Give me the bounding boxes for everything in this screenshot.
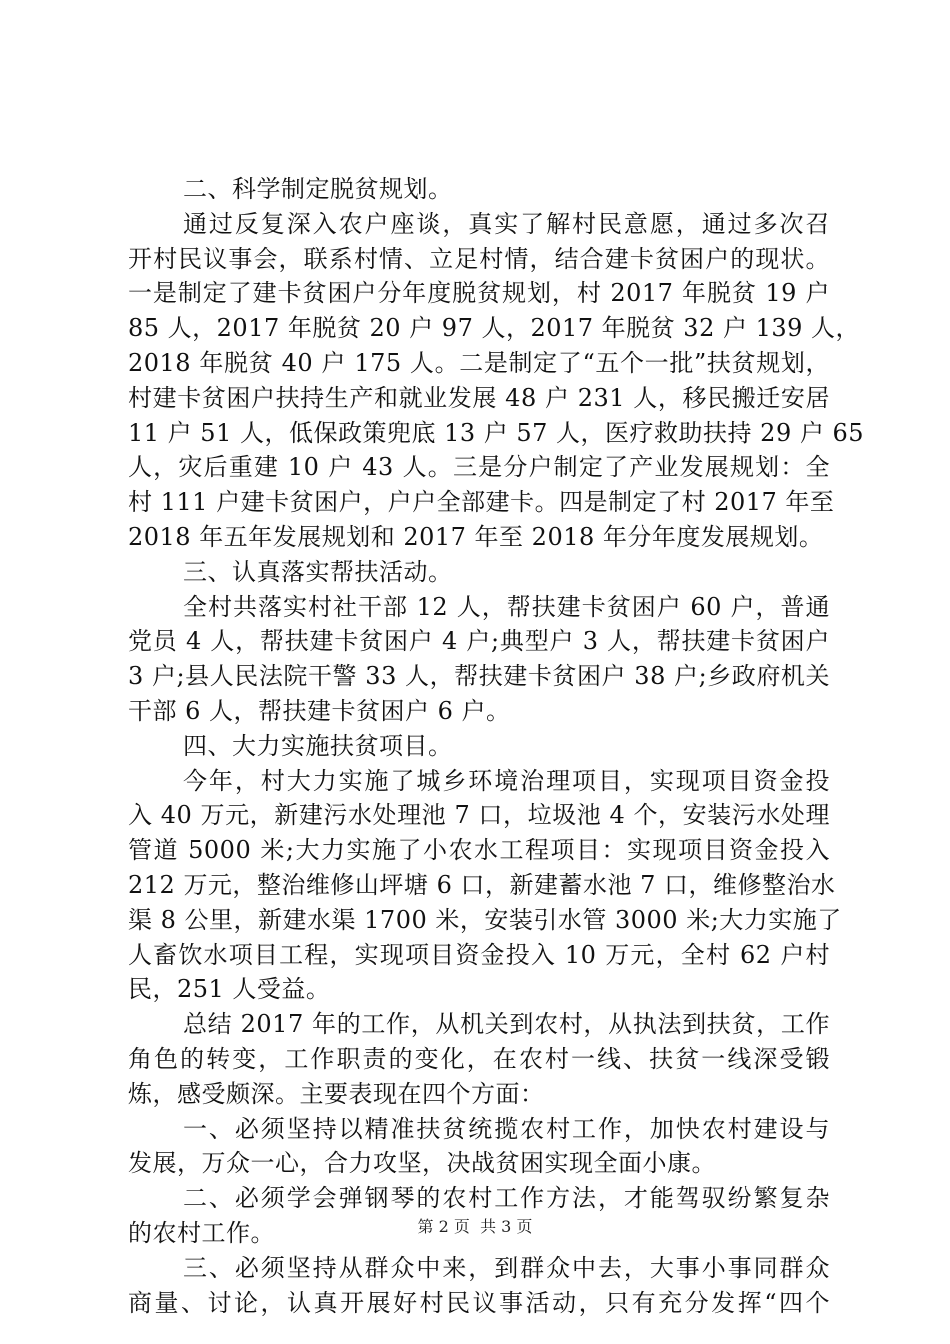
text-line: 发展，万众一心，合力攻坚，决战贫困实现全面小康。 bbox=[128, 1149, 716, 1178]
text-line: 管道 5000 米;大力实施了小农水工程项目：实现项目资金投入 bbox=[128, 836, 830, 865]
text-line: 一是制定了建卡贫困户分年度脱贫规划，村 2017 年脱贫 19 户 bbox=[128, 279, 830, 308]
page-number-label: 第 2 页 共 3 页 bbox=[417, 1217, 533, 1236]
text-line: 角色的转变，工作职责的变化，在农村一线、扶贫一线深受锻 bbox=[128, 1044, 830, 1073]
text-line: 2018 年脱贫 40 户 175 人。二是制定了“五个一批”扶贫规划， bbox=[128, 348, 830, 377]
text-line: 通过反复深入农户座谈，真实了解村民意愿，通过多次召 bbox=[183, 209, 830, 238]
text-line: 二、必须学会弹钢琴的农村工作方法，才能驾驭纷繁复杂 bbox=[183, 1184, 830, 1213]
text-line: 总结 2017 年的工作，从机关到农村，从执法到扶贫，工作 bbox=[183, 1010, 830, 1039]
text-line: 民，251 人受益。 bbox=[128, 975, 331, 1004]
heading-section-2: 二、科学制定脱贫规划。 bbox=[183, 175, 453, 203]
text-line: 85 人，2017 年脱贫 20 户 97 人，2017 年脱贫 32 户 139 人， bbox=[128, 314, 861, 343]
text-line: 人畜饮水项目工程，实现项目资金投入 10 万元，全村 62 户村 bbox=[128, 940, 830, 969]
text-line: 商量、讨论，认真开展好村民议事活动，只有充分发挥“四个 bbox=[128, 1288, 830, 1317]
text-line: 今年，村大力实施了城乡环境治理项目，实现项目资金投 bbox=[183, 766, 830, 795]
text-line: 的农村工作。 bbox=[128, 1218, 275, 1247]
text-line: 干部 6 人，帮扶建卡贫困户 6 户。 bbox=[128, 696, 511, 725]
text-line: 村 111 户建卡贫困户，户户全部建卡。四是制定了村 2017 年至 bbox=[128, 488, 835, 517]
text-line: 入 40 万元，新建污水处理池 7 口，垃圾池 4 个，安装污水处理 bbox=[128, 801, 830, 830]
text-line: 党员 4 人，帮扶建卡贫困户 4 户;典型户 3 人，帮扶建卡贫困户 bbox=[128, 627, 830, 656]
text-line: 炼，感受颇深。主要表现在四个方面： bbox=[128, 1079, 545, 1108]
text-line: 开村民议事会，联系村情、立足村情，结合建卡贫困户的现状。 bbox=[128, 244, 830, 273]
text-line: 三、必须坚持从群众中来，到群众中去，大事小事同群众 bbox=[183, 1253, 830, 1282]
text-line: 渠 8 公里，新建水渠 1700 米，安装引水管 3000 米;大力实施了 bbox=[128, 905, 842, 934]
text-line: 全村共落实村社干部 12 人，帮扶建卡贫困户 60 户，普通 bbox=[183, 592, 830, 621]
document-body bbox=[128, 172, 865, 1320]
text-line: 3 户;县人民法院干警 33 人，帮扶建卡贫困户 38 户;乡政府机关 bbox=[128, 662, 830, 691]
heading-section-4: 四、大力实施扶贫项目。 bbox=[183, 731, 453, 760]
text-line: 人，灾后重建 10 户 43 人。三是分户制定了产业发展规划：全 bbox=[128, 453, 830, 482]
text-line: 一、必须坚持以精准扶贫统揽农村工作，加快农村建设与 bbox=[183, 1114, 830, 1143]
text-line: 11 户 51 人，低保政策兜底 13 户 57 人，医疗救助扶持 29 户 65 bbox=[128, 418, 865, 447]
text-line: 村建卡贫困户扶持生产和就业发展 48 户 231 人，移民搬迁安居 bbox=[128, 383, 830, 412]
heading-section-3: 三、认真落实帮扶活动。 bbox=[183, 557, 453, 586]
text-line: 2018 年五年发展规划和 2017 年至 2018 年分年度发展规划。 bbox=[128, 522, 824, 551]
text-line: 212 万元，整治维修山坪塘 6 口，新建蓄水池 7 口，维修整治水 bbox=[128, 870, 836, 899]
page-footer bbox=[0, 1214, 950, 1237]
